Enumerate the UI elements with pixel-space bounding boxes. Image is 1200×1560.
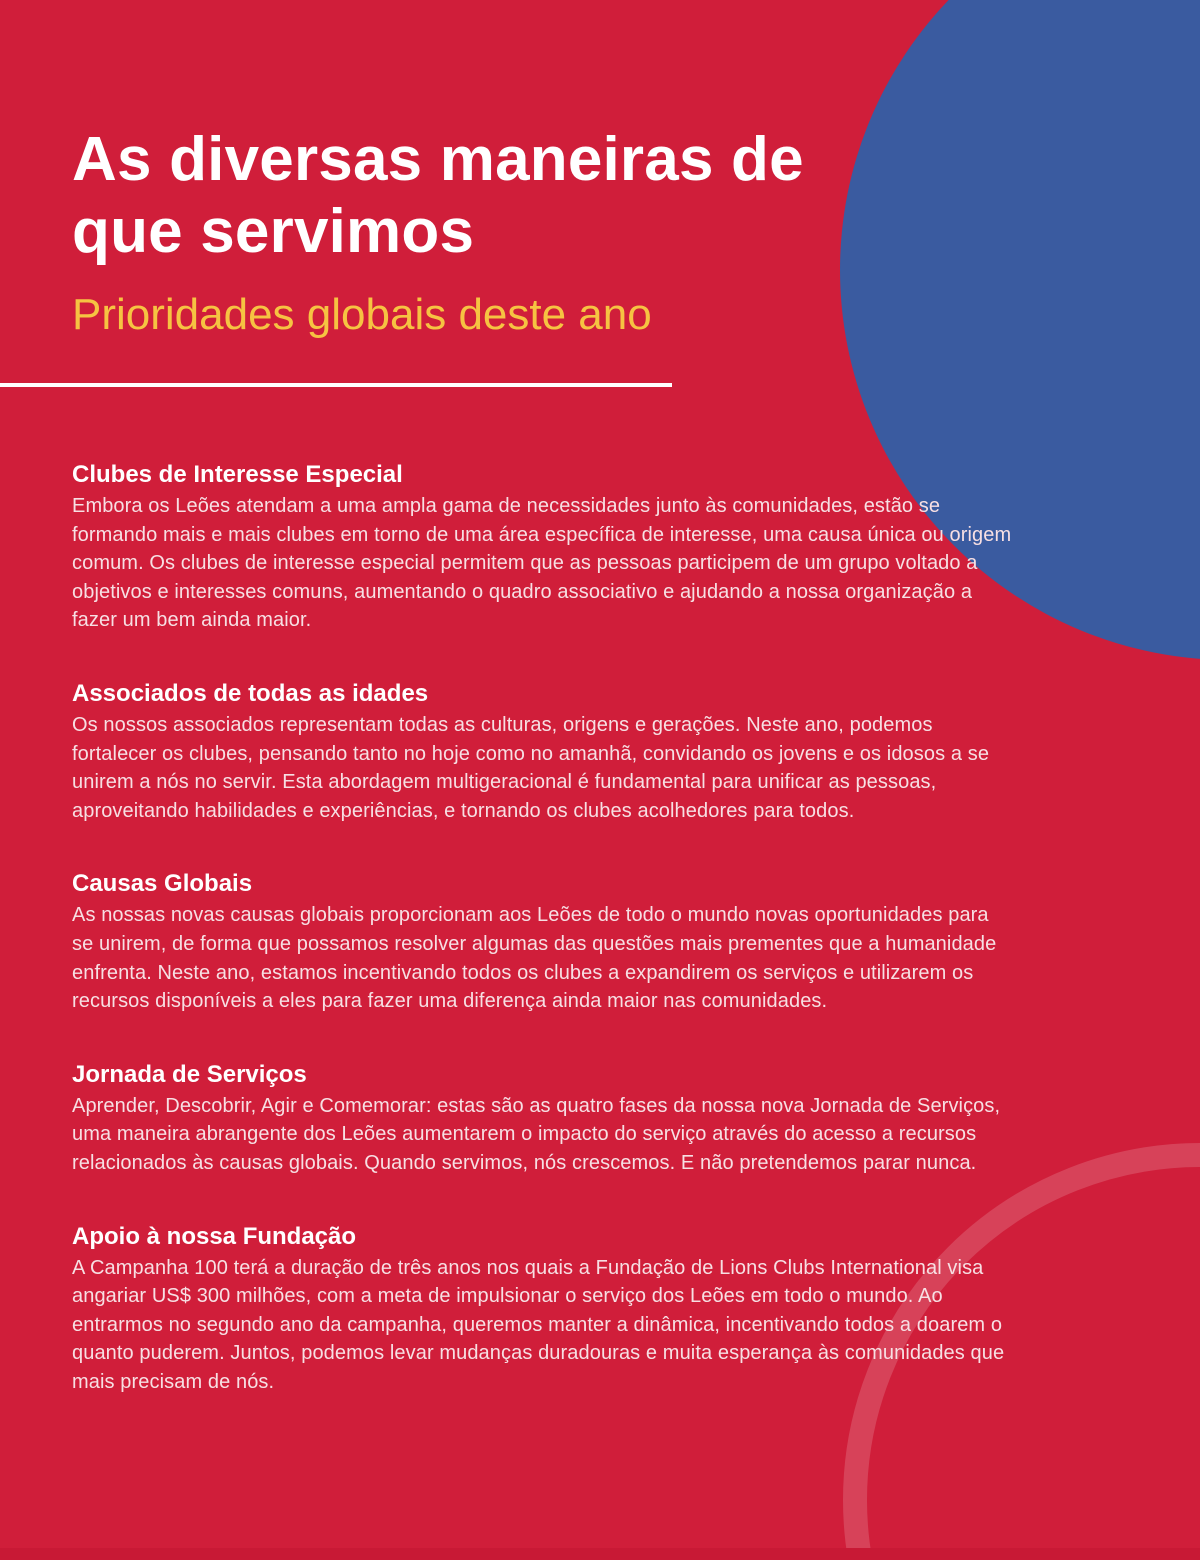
priorities-list: [72, 458, 1012, 1438]
section-heading: Causas Globais: [72, 870, 253, 898]
page-title: As diversas maneiras de que servimos: [72, 125, 804, 266]
divider-line: [0, 383, 672, 387]
section-body: Embora os Leões atendam a uma ampla gama de necessidades junto às comunidades, estão se formando mais e mais clubes em torno de uma área específica de interesse, uma causa única ou origem comum. Os clubes de interesse especial permitem que as pessoas participem de um grupo voltado a objetivos e interesses comuns, aumentando o quadro associativo e ajudando a nossa organização a fazer um bem ainda maior.: [72, 495, 1012, 632]
section-heading: Jornada de Serviços: [72, 1060, 307, 1088]
section-members-all-ages: [72, 677, 1012, 825]
section-heading: Clubes de Interesse Especial: [72, 461, 403, 488]
section-body: Os nossos associados representam todas as culturas, origens e gerações. Neste ano, podemos fortalecer os clubes, pensando tanto no hoje como no amanhã, convidando os jovens e os idosos a se unirem a nós no servir. Esta abordagem multigeracional é fundamental para unificar as pessoas, aproveitando habilidades e experiências, e tornando os clubes acolhedores para todos.: [72, 713, 990, 822]
section-body: Aprender, Descobrir, Agir e Comemorar: estas são as quatro fases da nossa nova Jornada de Serviços, uma maneira abrangente dos Leões aumentarem o impacto do serviço através do acesso a recursos relacionados às causas globais. Quando servimos, nós crescemos. E não pretendemos parar nunca.: [72, 1094, 1001, 1174]
page-subtitle: Prioridades globais deste ano: [72, 290, 652, 339]
section-body: A Campanha 100 terá a duração de três anos nos quais a Fundação de Lions Clubs International visa angariar US$ 300 milhões, com a meta de impulsionar o serviço dos Leões em todo o mundo. Ao entrarmos no segundo ano da campanha, queremos manter a dinâmica, incentivando todos a doarem o quanto puderem. Juntos, podemos levar mudanças duradouras e muita esperança às comunidades que mais precisam de nós.: [72, 1256, 1005, 1393]
section-service-journey: [72, 1058, 1012, 1178]
section-global-causes: [72, 867, 1012, 1015]
section-special-interest-clubs: [72, 458, 1012, 635]
section-heading: Associados de todas as idades: [72, 679, 429, 707]
section-foundation-support: [72, 1220, 1012, 1397]
bottom-edge-strip: [0, 1548, 1200, 1560]
section-body: As nossas novas causas globais proporcionam aos Leões de todo o mundo novas oportunidades para se unirem, de forma que possamos resolver algumas das questões mais prementes que a humanidade enfrenta. Neste ano, estamos incentivando todos os clubes a expandirem os serviços e utilizarem os recursos disponíveis a eles para fazer uma diferença ainda maior nas comunidades.: [72, 904, 997, 1013]
section-heading: Apoio à nossa Fundação: [72, 1222, 357, 1250]
